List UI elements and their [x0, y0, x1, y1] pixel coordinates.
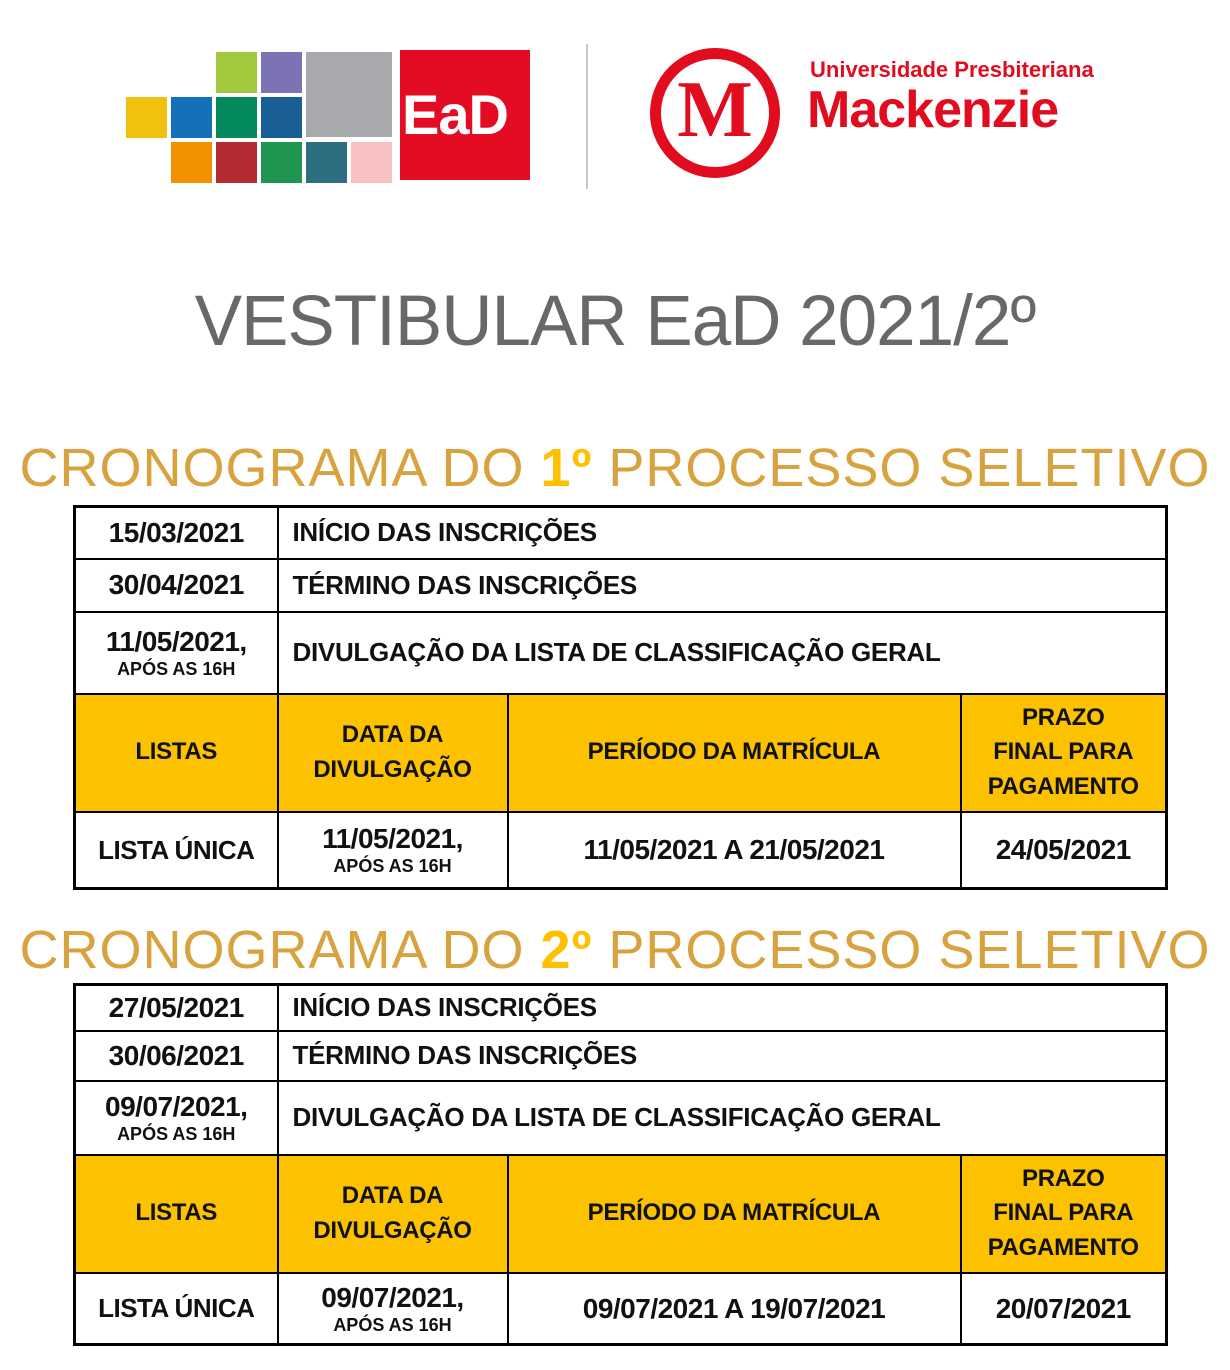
- table-header-cell-data-divulgacao: DATA DA DIVULGAÇÃO: [278, 1155, 508, 1273]
- schedule-event-cell: [278, 559, 1167, 612]
- schedule-date: 11/05/2021,: [105, 625, 247, 657]
- ead-mosaic-square-navy: [261, 97, 302, 138]
- mackenzie-monogram-letter: M: [677, 66, 753, 154]
- schedule-event: INÍCIO DAS INSCRIÇÕES: [292, 517, 597, 548]
- table-header-cell-prazo-pagamento: PRAZO FINAL PARA PAGAMENTO: [961, 1155, 1167, 1273]
- section-2-heading-number: 2º: [540, 920, 593, 980]
- ead-mosaic-square-yellow: [126, 97, 167, 138]
- logo-divider-line: [586, 44, 588, 189]
- table-header-cell-listas: LISTAS: [75, 1155, 278, 1273]
- ead-mosaic-square-purple: [261, 52, 302, 93]
- table-header-cell-prazo-pagamento: PRAZO FINAL PARA PAGAMENTO: [961, 694, 1167, 812]
- table-row: [75, 1081, 1167, 1155]
- ead-mosaic-square-lime: [216, 52, 257, 93]
- ead-mosaic-square-pink: [351, 142, 392, 183]
- schedule-event: INÍCIO DAS INSCRIÇÕES: [292, 992, 597, 1023]
- section-2-heading: [0, 919, 1230, 981]
- schedule-table-1: [73, 505, 1168, 890]
- list-name-cell: LISTA ÚNICA: [75, 1273, 278, 1345]
- schedule-event: TÉRMINO DAS INSCRIÇÕES: [292, 1040, 637, 1070]
- table-header-cell-periodo-matricula: PERÍODO DA MATRÍCULA: [508, 694, 961, 812]
- schedule-event-cell: [278, 1031, 1167, 1081]
- divulgation-date: 11/05/2021,: [322, 823, 463, 855]
- mackenzie-logo-line2: Mackenzie: [807, 81, 1059, 139]
- schedule-event-cell: [278, 1081, 1167, 1155]
- schedule-date-note: APÓS AS 16H: [117, 658, 236, 679]
- schedule-event-cell: [278, 507, 1167, 559]
- divulgation-date-note: APÓS AS 16H: [333, 1314, 452, 1335]
- schedule-event-cell: [278, 612, 1167, 694]
- ead-mosaic-square-green: [261, 142, 302, 183]
- schedule-event: DIVULGAÇÃO DA LISTA DE CLASSIFICAÇÃO GERAL: [292, 1102, 941, 1132]
- table-row: [75, 612, 1167, 694]
- schedule-date-cell: [75, 1031, 278, 1081]
- table-row: [75, 1031, 1167, 1081]
- section-1-heading-suffix: PROCESSO SELETIVO: [592, 438, 1211, 498]
- schedule-event-cell: [278, 985, 1167, 1031]
- schedule-table-2: [73, 983, 1168, 1346]
- schedule-date: 09/07/2021,: [105, 1090, 248, 1122]
- ead-mosaic-square-teal: [306, 142, 347, 183]
- ead-mosaic-square-orange: [171, 142, 212, 183]
- schedule-date-cell: [75, 559, 278, 612]
- schedule-date: 30/04/2021: [108, 569, 244, 600]
- list-row: [75, 812, 1167, 889]
- schedule-date: 30/06/2021: [108, 1039, 244, 1071]
- section-2-heading-prefix: CRONOGRAMA DO: [19, 920, 541, 980]
- table-row: [75, 985, 1167, 1031]
- list-row: [75, 1273, 1167, 1345]
- schedule-date-cell: [75, 1081, 278, 1155]
- divulgation-date-cell: [278, 1273, 508, 1345]
- section-2-heading-suffix: PROCESSO SELETIVO: [592, 920, 1211, 980]
- page-title: VESTIBULAR EaD 2021/2º: [194, 282, 1036, 361]
- schedule-event: TÉRMINO DAS INSCRIÇÕES: [292, 569, 637, 600]
- schedule-date-cell: [75, 612, 278, 694]
- divulgation-date: 09/07/2021,: [321, 1281, 464, 1313]
- matricula-period-cell: 11/05/2021 A 21/05/2021: [508, 812, 961, 889]
- section-1-heading-number: 1º: [540, 438, 593, 498]
- section-1-heading-prefix: CRONOGRAMA DO: [19, 438, 541, 498]
- table-header-row: [75, 694, 1167, 812]
- table-header-cell-periodo-matricula: PERÍODO DA MATRÍCULA: [508, 1155, 961, 1273]
- divulgation-date-cell: [278, 812, 508, 889]
- ead-mosaic-square-gray: [306, 52, 392, 137]
- matricula-period-cell: 09/07/2021 A 19/07/2021: [508, 1273, 961, 1345]
- ead-logo-text: EaD: [402, 83, 508, 146]
- schedule-event: DIVULGAÇÃO DA LISTA DE CLASSIFICAÇÃO GERAL: [292, 637, 941, 667]
- mackenzie-monogram-icon: [650, 48, 780, 178]
- table-header-row: [75, 1155, 1167, 1273]
- ead-mosaic-square-darkred: [216, 142, 257, 183]
- table-row: [75, 507, 1167, 559]
- ead-mosaic-square-blue: [171, 97, 212, 138]
- mackenzie-logo-line1: Universidade Presbiteriana: [810, 57, 1094, 82]
- section-1-heading: [0, 437, 1230, 499]
- schedule-date-cell: [75, 507, 278, 559]
- table-header-cell-listas: LISTAS: [75, 694, 278, 812]
- schedule-date-note: APÓS AS 16H: [117, 1123, 236, 1144]
- schedule-date-cell: [75, 985, 278, 1031]
- table-header-cell-data-divulgacao: DATA DA DIVULGAÇÃO: [278, 694, 508, 812]
- table-row: [75, 559, 1167, 612]
- schedule-date: 27/05/2021: [108, 991, 244, 1023]
- list-name-cell: LISTA ÚNICA: [75, 812, 278, 889]
- schedule-date: 15/03/2021: [108, 516, 244, 548]
- divulgation-date-note: APÓS AS 16H: [333, 856, 452, 877]
- ead-mosaic-square-red: [400, 50, 530, 180]
- ead-mosaic-square-emerald: [216, 97, 257, 138]
- payment-deadline-cell: 20/07/2021: [961, 1273, 1167, 1345]
- payment-deadline-cell: 24/05/2021: [961, 812, 1167, 889]
